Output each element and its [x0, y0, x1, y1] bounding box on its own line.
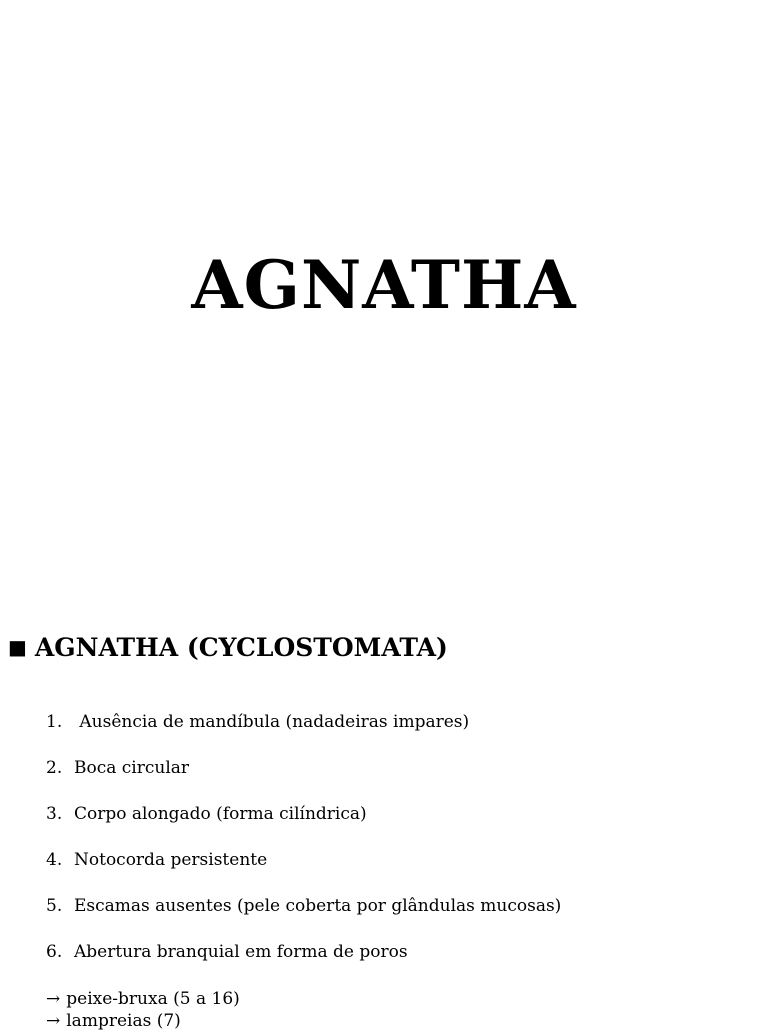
example-item: [46, 1010, 240, 1032]
page-title: AGNATHA: [191, 246, 577, 324]
item-text: Boca circular: [74, 758, 190, 778]
list-item: [46, 940, 561, 964]
list-item: [46, 848, 561, 872]
list-item: [46, 756, 561, 780]
examples-list: [46, 988, 240, 1032]
item-number: 1.: [46, 712, 63, 732]
item-number: 4.: [46, 850, 63, 870]
content-slide: [0, 600, 768, 1031]
characteristics-list: [46, 710, 561, 986]
right-arrow-icon: →: [46, 989, 61, 1009]
example-item: [46, 988, 240, 1010]
item-number: 6.: [46, 942, 63, 962]
item-text: Escamas ausentes (pele coberta por glândulas mucosas): [74, 896, 562, 916]
item-number: 3.: [46, 804, 63, 824]
item-text: Notocorda persistente: [74, 850, 268, 870]
item-text: Abertura branquial em forma de poros: [74, 942, 408, 962]
example-text: lampreias (7): [66, 1011, 181, 1031]
item-number: 5.: [46, 896, 63, 916]
list-item: [46, 802, 561, 826]
item-text: Corpo alongado (forma cilíndrica): [74, 804, 367, 824]
item-number: 2.: [46, 758, 63, 778]
list-item: [46, 894, 561, 918]
list-item: [46, 710, 561, 734]
section-heading: [8, 630, 448, 667]
square-bullet-icon: ■: [8, 635, 27, 659]
item-text: Ausência de mandíbula (nadadeiras impares): [74, 712, 470, 732]
example-text: peixe-bruxa (5 a 16): [66, 989, 240, 1009]
section-heading-text: AGNATHA (CYCLOSTOMATA): [34, 633, 448, 662]
right-arrow-icon: →: [46, 1011, 61, 1031]
